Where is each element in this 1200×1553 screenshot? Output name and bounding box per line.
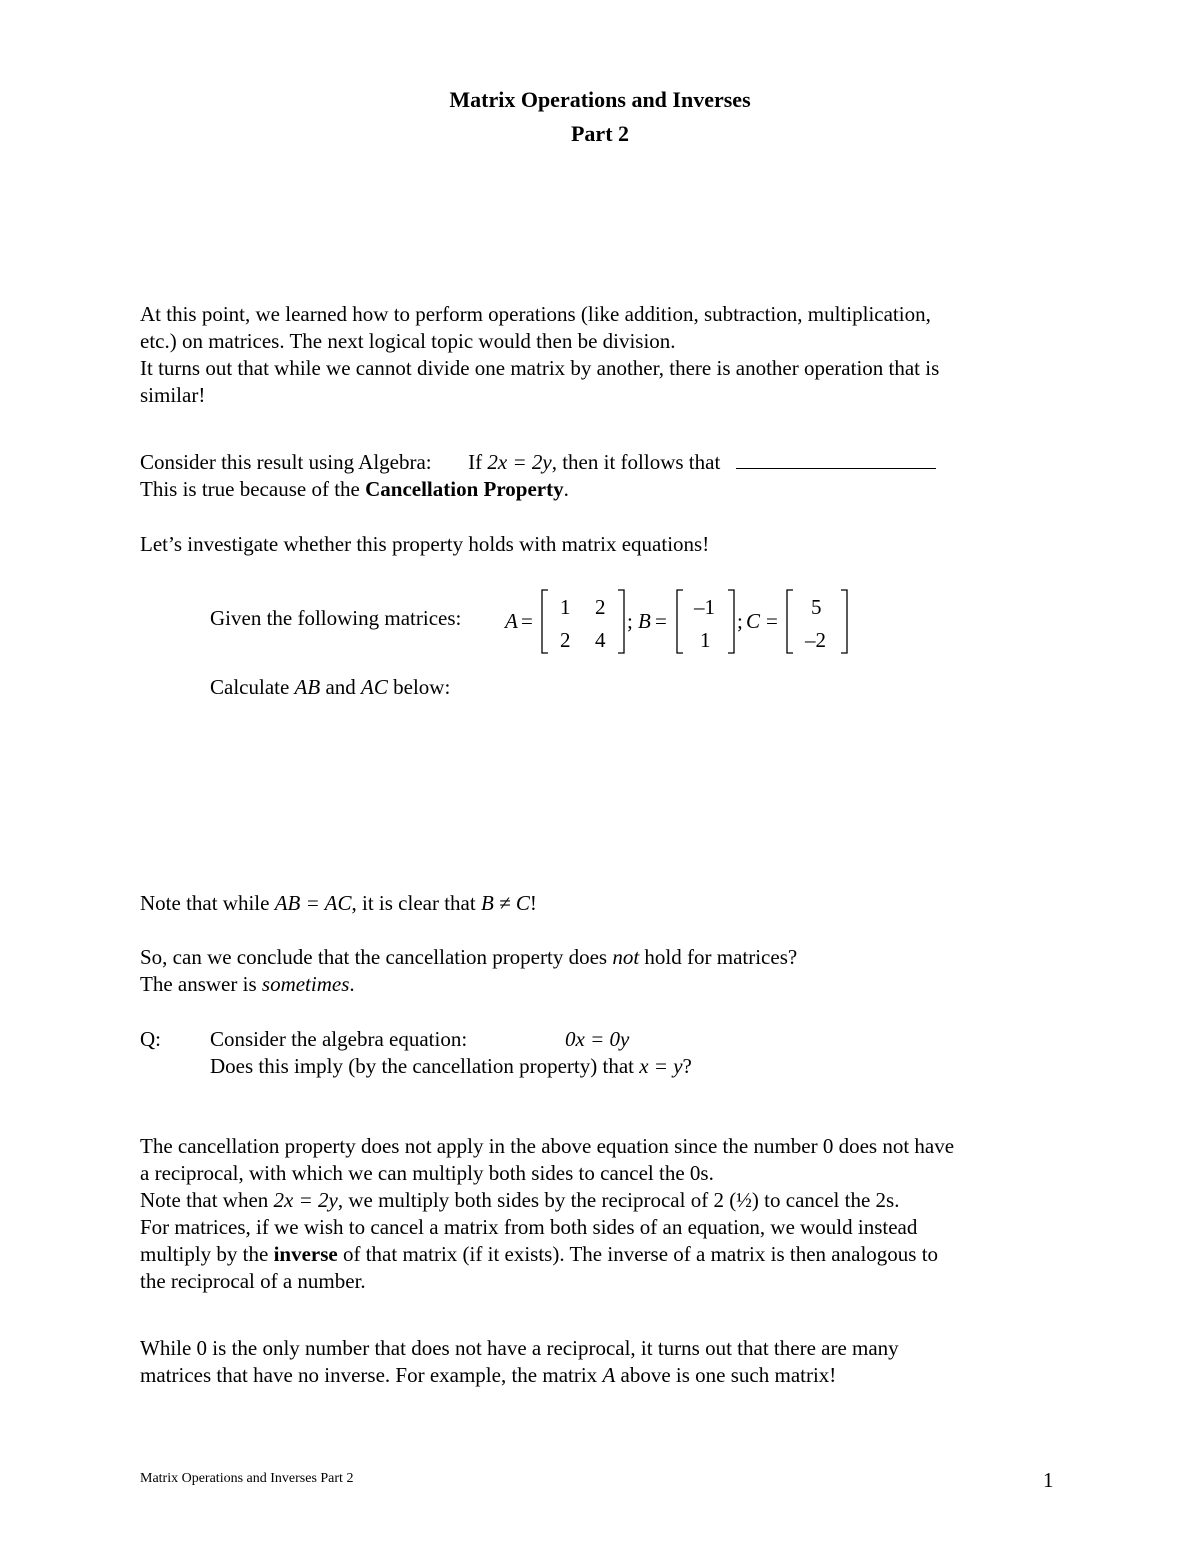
matrix-c-name: C (746, 609, 761, 633)
note-pre: Note that while (140, 891, 275, 915)
matrix-c-cell: –2 (805, 628, 826, 652)
matrix-a-cell: 2 (595, 595, 606, 619)
page-title: Matrix Operations and Inverses (449, 87, 751, 112)
explanation-line-2: a reciprocal, with which we can multiply both sides to cancel the 0s. (140, 1161, 714, 1185)
calculate-ab: AB (294, 675, 321, 699)
question-line-2 (210, 1054, 692, 1079)
matrix-c-cell: 5 (811, 595, 822, 619)
explanation-line-6: the reciprocal of a number. (140, 1269, 366, 1293)
inverse-term: inverse (273, 1242, 338, 1266)
matrix-b-name: B (638, 609, 651, 633)
question-line-2-post: ? (682, 1054, 692, 1078)
conclude-line (140, 945, 797, 970)
question-label: Q: (140, 1027, 161, 1051)
matrix-separator: ; (737, 609, 743, 633)
calculate-pre: Calculate (210, 675, 295, 699)
answer-blank[interactable] (736, 450, 936, 469)
given-label: Given the following matrices: (210, 606, 462, 630)
explanation-line-5 (140, 1242, 938, 1267)
closing-line-2-post: above is one such matrix! (615, 1363, 837, 1387)
matrix-b-equals: = (655, 609, 667, 633)
answer-emphasis: sometimes (261, 972, 350, 996)
algebra-lead: Consider this result using Algebra: (140, 450, 432, 474)
explanation-line-5-post: of that matrix (if it exists). The inverse of a matrix is then analogous to (337, 1242, 939, 1266)
matrix-a-equals: = (521, 609, 533, 633)
explanation-line-3-equation: 2x = 2y (273, 1188, 338, 1212)
answer-pre: The answer is (140, 972, 262, 996)
explanation-line-4: For matrices, if we wish to cancel a matrix from both sides of an equation, we would instead (140, 1215, 918, 1239)
intro-line-2: etc.) on matrices. The next logical topic would then be division. (140, 329, 676, 353)
conclude-pre: So, can we conclude that the cancellation property does (140, 945, 613, 969)
closing-line-2 (140, 1363, 836, 1388)
matrices-figure (500, 585, 860, 660)
explanation-line-3 (140, 1188, 899, 1213)
matrix-a-cell: 1 (560, 595, 571, 619)
explanation-line-3-pre: Note that when (140, 1188, 274, 1212)
algebra-then: , then it follows that (551, 450, 721, 474)
because-period: . (563, 477, 569, 501)
matrix-c-left-bracket (787, 590, 793, 653)
matrix-b-right-bracket (728, 590, 734, 653)
note-equation-2: B ≠ C (480, 891, 530, 915)
algebra-statement (140, 450, 936, 475)
cancellation-property-term: Cancellation Property (365, 477, 564, 501)
question-line-1: Consider the algebra equation: (210, 1027, 468, 1051)
explanation-line-3-post: , we multiply both sides by the reciprocal of 2 (½) to cancel the 2s. (337, 1188, 900, 1212)
investigate-line: Let’s investigate whether this property holds with matrix equations! (140, 532, 710, 556)
matrix-a-right-bracket (618, 590, 624, 653)
answer-post: . (349, 972, 355, 996)
calculate-and: and (320, 675, 362, 699)
page-subtitle: Part 2 (570, 121, 630, 146)
conclude-post: hold for matrices? (639, 945, 798, 969)
note-post: ! (529, 891, 537, 915)
intro-line-3: It turns out that while we cannot divide one matrix by another, there is another operation that is (140, 356, 940, 380)
question-line-2-equation: x = y (639, 1054, 683, 1078)
page-number: 1 (1043, 1468, 1054, 1492)
answer-line (140, 972, 355, 997)
matrix-b-left-bracket (677, 590, 683, 653)
explanation-line-5-pre: multiply by the (140, 1242, 274, 1266)
calculate-line (210, 675, 450, 700)
intro-line-4: similar! (140, 383, 206, 407)
question-line-2-pre: Does this imply (by the cancellation property) that (210, 1054, 640, 1078)
closing-line-2-pre: matrices that have no inverse. For example, the matrix (140, 1363, 603, 1387)
algebra-if: If (468, 450, 483, 474)
calculate-ac: AC (361, 675, 388, 699)
note-line (140, 891, 537, 916)
matrix-a-cell: 4 (595, 628, 606, 652)
note-equation-1: AB = AC (274, 891, 352, 915)
question-equation-text: 0x = 0y (565, 1027, 630, 1051)
algebra-equation: 2x = 2y (487, 450, 552, 474)
footer-title: Matrix Operations and Inverses Part 2 (140, 1471, 354, 1486)
matrix-b-cell: –1 (694, 595, 715, 619)
because-text: This is true because of the (140, 477, 366, 501)
matrix-a-cell: 2 (560, 628, 571, 652)
closing-line-2-var: A (602, 1363, 616, 1387)
calculate-post: below: (387, 675, 451, 699)
matrix-c-equals: = (766, 609, 778, 633)
conclude-emphasis: not (612, 945, 640, 969)
matrix-a-left-bracket (542, 590, 548, 653)
explanation-line-1: The cancellation property does not apply in the above equation since the number 0 does not have (140, 1134, 955, 1158)
matrix-a-name: A (505, 609, 518, 633)
note-mid: , it is clear that (351, 891, 481, 915)
matrix-c-right-bracket (841, 590, 847, 653)
matrix-separator: ; (627, 609, 633, 633)
closing-line-1: While 0 is the only number that does not have a reciprocal, it turns out that there are many (140, 1336, 899, 1360)
intro-line-1: At this point, we learned how to perform operations (like addition, subtraction, multiplication, (140, 302, 931, 326)
because-line (140, 477, 569, 502)
matrix-b-cell: 1 (700, 628, 711, 652)
question-equation (565, 1027, 629, 1052)
